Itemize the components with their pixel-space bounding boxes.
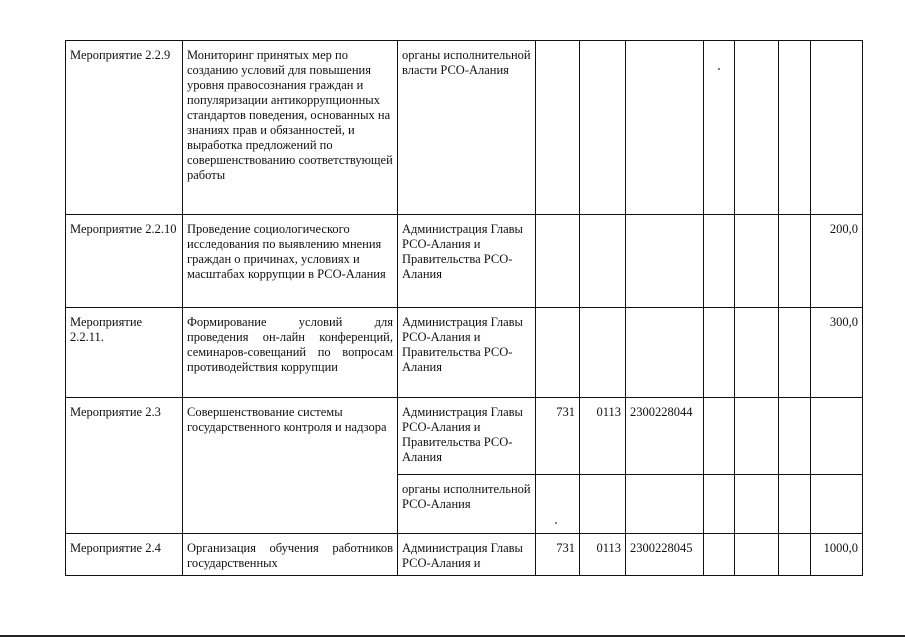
executor-cell: Администрация Главы РСО-Алания и Правительства РСО-Алания xyxy=(398,215,536,308)
year-cell xyxy=(779,41,811,215)
table-row xyxy=(66,215,863,308)
rzpr-cell: 0113 xyxy=(580,534,626,576)
csr-cell: 2300228045 xyxy=(626,534,704,576)
vr-cell xyxy=(704,534,735,576)
amount-cell: 300,0 xyxy=(811,308,863,398)
grbs-cell xyxy=(536,475,580,534)
scan-speck xyxy=(718,68,720,70)
amount-cell: 1000,0 xyxy=(811,534,863,576)
year-cell xyxy=(779,534,811,576)
grbs-cell xyxy=(536,41,580,215)
year-cell xyxy=(779,215,811,308)
grbs-cell xyxy=(536,215,580,308)
vr-cell xyxy=(704,308,735,398)
executor-cell: органы исполнительной РСО-Алания xyxy=(398,475,536,534)
measure-description: Проведение социологического исследования по выявлению мнения граждан о причинах, условиях и масштабах коррупции в РСО-Алания xyxy=(183,215,398,308)
year-cell xyxy=(735,534,779,576)
measure-description: Формирование условий для проведения он-лайн конференций, семинаров-совещаний по вопросам противодействия коррупции xyxy=(183,308,398,398)
executor-cell: органы исполнительной власти РСО-Алания xyxy=(398,41,536,215)
table-row xyxy=(66,41,863,215)
grbs-cell xyxy=(536,308,580,398)
year-cell xyxy=(735,398,779,475)
year-cell xyxy=(779,308,811,398)
grbs-cell: 731 xyxy=(536,398,580,475)
rzpr-cell xyxy=(580,215,626,308)
measure-description: Совершенствование системы государственного контроля и надзора xyxy=(183,398,398,534)
scan-speck xyxy=(555,522,557,524)
measure-id: Мероприятие 2.2.10 xyxy=(66,215,183,308)
year-cell xyxy=(735,215,779,308)
csr-cell: 2300228044 xyxy=(626,398,704,475)
year-cell xyxy=(735,308,779,398)
measure-id: Мероприятие 2.2.9 xyxy=(66,41,183,215)
amount-cell xyxy=(811,398,863,475)
vr-cell xyxy=(704,41,735,215)
measure-id: Мероприятие 2.4 xyxy=(66,534,183,576)
csr-cell xyxy=(626,308,704,398)
amount-cell: 200,0 xyxy=(811,215,863,308)
amount-cell xyxy=(811,475,863,534)
csr-cell xyxy=(626,41,704,215)
csr-cell xyxy=(626,215,704,308)
measure-description: Организация обучения работников государственных xyxy=(183,534,398,576)
budget-table xyxy=(65,40,863,576)
year-cell xyxy=(735,41,779,215)
measure-id: Мероприятие 2.3 xyxy=(66,398,183,534)
year-cell xyxy=(779,475,811,534)
rzpr-cell xyxy=(580,475,626,534)
rzpr-cell: 0113 xyxy=(580,398,626,475)
measure-description: Мониторинг принятых мер по созданию условий для повышения уровня правосознания граждан и популяризации антикоррупционных стандартов поведения, основанных на знаниях прав и обязанностей, и выработка предложений по совершенствованию соответствующей работы xyxy=(183,41,398,215)
year-cell xyxy=(735,475,779,534)
table-row xyxy=(66,534,863,576)
rzpr-cell xyxy=(580,41,626,215)
vr-cell xyxy=(704,475,735,534)
year-cell xyxy=(779,398,811,475)
scan-edge-line xyxy=(0,635,905,637)
executor-cell: Администрация Главы РСО-Алания и Правительства РСО-Алания xyxy=(398,398,536,475)
vr-cell xyxy=(704,215,735,308)
table-row xyxy=(66,308,863,398)
measure-id: Мероприятие 2.2.11. xyxy=(66,308,183,398)
table-row xyxy=(66,398,863,475)
csr-cell xyxy=(626,475,704,534)
amount-cell xyxy=(811,41,863,215)
rzpr-cell xyxy=(580,308,626,398)
executor-cell: Администрация Главы РСО-Алания и Правительства РСО-Алания xyxy=(398,308,536,398)
grbs-cell: 731 xyxy=(536,534,580,576)
executor-cell: Администрация Главы РСО-Алания и xyxy=(398,534,536,576)
vr-cell xyxy=(704,398,735,475)
